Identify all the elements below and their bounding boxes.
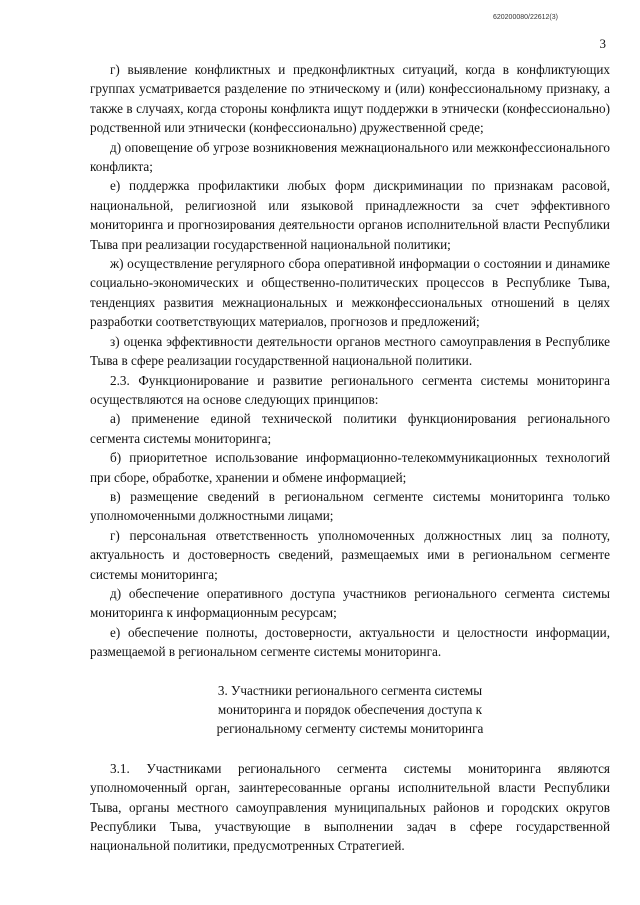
- paragraph-item-zh: ж) осуществление регулярного сбора оперативной информации о состоянии и динамике социально-экономических и общественно-политических процессов в Республике Тыва, тенденциях развития межнациональных и межконфессиональных отношений в целях разработки соответствующих материалов, прогнозов и предложений;: [90, 256, 610, 330]
- principle-g: г) персональная ответственность уполномоченных должностных лиц за полноту, актуальность и достоверность сведений, размещаемых ими в региональном сегменте системы мониторинга;: [90, 527, 610, 582]
- paragraph-item-d: д) оповещение об угрозе возникновения межнационального или межконфессионального конфликта;: [90, 139, 610, 175]
- principle-e: е) обеспечение полноты, достоверности, актуальности и целостности информации, размещаемой в региональном сегменте системы мониторинга.: [90, 624, 610, 660]
- page-number: 3: [599, 36, 606, 51]
- principle-a: а) применение единой технической политики функционирования регионального сегмента системы мониторинга;: [90, 411, 610, 446]
- paragraph-item-z: з) оценка эффективности деятельности органов местного самоуправления в Республике Тыва в сфере реализации государственной национальной политики.: [90, 333, 610, 369]
- clause-2-3-intro: 2.3. Функционирование и развитие регионального сегмента системы мониторинга осуществляются на основе следующих принципов:: [90, 372, 610, 407]
- principle-v: в) размещение сведений в региональном сегменте системы мониторинга только уполномоченными должностными лицами;: [90, 488, 610, 524]
- section-3-heading-line: мониторинга и порядок обеспечения доступа к: [217, 702, 483, 717]
- document-id: 620200080/22612(3): [492, 14, 558, 21]
- paragraph-item-g: г) выявление конфликтных и предконфликтных ситуаций, когда в конфликтующих группах усматривается разделение по этническому и (или) конфессиональному признаку, а также в случаях, когда стороны конфликта ищут поддержки в этнически (конфессионально) родственной или этнически (конфессионально) дружественной среде;: [90, 62, 610, 136]
- paragraph-item-e: е) поддержка профилактики любых форм дискриминации по признакам расовой, национальной, религиозной или языковой принадлежности за счет эффективного мониторинга и прогнозирования деятельности органов исполнительной власти Республики Тыва при реализации государственной национальной политики;: [90, 178, 610, 252]
- principle-d: д) обеспечение оперативного доступа участников регионального сегмента системы мониторинга к информационным ресурсам;: [90, 585, 610, 621]
- section-3-heading: [90, 681, 610, 739]
- document-body: [90, 60, 610, 856]
- clause-3-1: 3.1. Участниками регионального сегмента системы мониторинга являются уполномоченный орган, заинтересованные органы исполнительной власти Республики Тыва, органы местного самоуправления муниципальных районов и городских округов Республики Тыва, участвующие в выполнении задач в сфере государственной национальной политики, предусмотренных Стратегией.: [90, 760, 610, 854]
- section-3-heading-line: 3. Участники регионального сегмента системы: [217, 682, 483, 698]
- section-3-heading-line: региональному сегменту системы мониторинга: [216, 721, 484, 737]
- principle-b: б) приоритетное использование информационно-телекоммуникационных технологий при сборе, обработке, хранении и обмене информацией;: [90, 450, 610, 485]
